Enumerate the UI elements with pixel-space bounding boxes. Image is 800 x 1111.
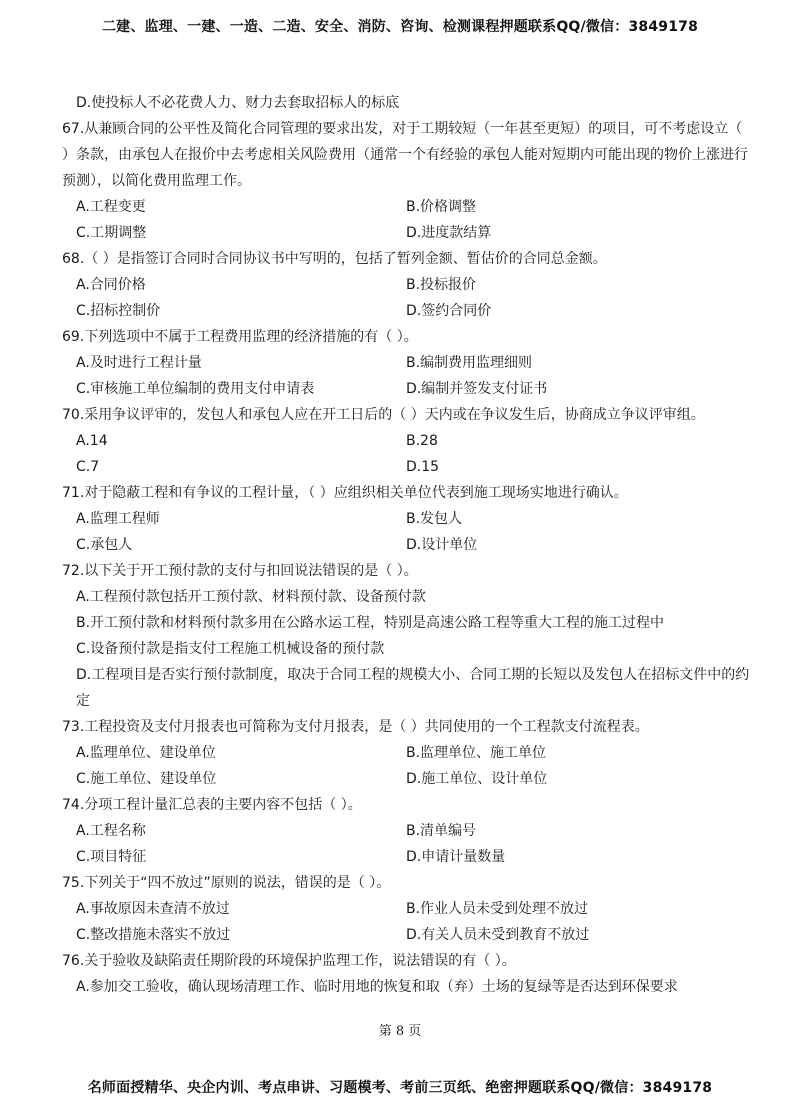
option: D.编制并签发支付证书 (406, 381, 548, 397)
question-stem: 69.下列选项中不属于工程费用监理的经济措施的有（ ）。 (62, 329, 418, 345)
option: B.投标报价 (406, 277, 477, 293)
option: B.28 (406, 433, 438, 449)
question-list (62, 90, 752, 1000)
question-stem: 75.下列关于“四不放过”原则的说法，错误的是（ ）。 (62, 875, 391, 891)
option: C.招标控制价 (76, 303, 161, 319)
question-stem: 70.采用争议评审的，发包人和承包人应在开工日后的（ ）天内或在争议发生后，协商成立争议评审组。 (62, 407, 705, 423)
option: B.发包人 (406, 511, 463, 527)
option: D.有关人员未受到教育不放过 (406, 927, 590, 943)
option-row (62, 844, 752, 870)
header-banner: 二建、监理、一建、一造、二造、安全、消防、咨询、检测课程押题联系QQ/微信：3849178 (101, 19, 699, 35)
option-row (62, 896, 752, 922)
option: A.事故原因未查清不放过 (76, 901, 230, 917)
option: B.监理单位、施工单位 (406, 745, 547, 761)
option: C.工期调整 (76, 225, 147, 241)
question-stem: 73.工程投资及支付月报表也可简称为支付月报表，是（ ）共同使用的一个工程款支付流程表。 (62, 719, 649, 735)
option-row (62, 818, 752, 844)
option: A.参加交工验收，确认现场清理工作、临时用地的恢复和取（弃）土场的复绿等是否达到环保要求 (76, 979, 678, 995)
option-row (62, 194, 752, 220)
option-row (62, 454, 752, 480)
question-stem: 71.对于隐蔽工程和有争议的工程计量，（ ）应组织相关单位代表到施工现场实地进行确认。 (62, 485, 628, 501)
option-row (62, 376, 752, 402)
option: D.签约合同价 (406, 303, 492, 319)
option: B.清单编号 (406, 823, 477, 839)
option: C.审核施工单位编制的费用支付申请表 (76, 381, 315, 397)
option: D.施工单位、设计单位 (406, 771, 548, 787)
question-stem: 76.关于验收及缺陷责任期阶段的环境保护监理工作，说法错误的有（ ）。 (62, 953, 516, 969)
option: B.作业人员未受到处理不放过 (406, 901, 589, 917)
option: A.工程预付款包括开工预付款、材料预付款、设备预付款 (76, 589, 426, 605)
option: D.15 (406, 459, 440, 475)
footer-banner: 名师面授精华、央企内训、考点串讲、习题模考、考前三页纸、绝密押题联系QQ/微信：3849178 (87, 1080, 713, 1096)
option: C.整改措施未落实不放过 (76, 927, 231, 943)
question-stem: 68.（ ）是指签订合同时合同协议书中写明的，包括了暂列金额、暂估价的合同总金额。 (62, 251, 607, 267)
option-row (62, 922, 752, 948)
option: D.申请计量数量 (406, 849, 506, 865)
option: B.开工预付款和材料预付款多用在公路水运工程，特别是高速公路工程等重大工程的施工过程中 (76, 615, 665, 631)
option: A.合同价格 (76, 277, 146, 293)
option: D.进度款结算 (406, 225, 492, 241)
option: C.施工单位、建设单位 (76, 771, 217, 787)
option: A.14 (76, 433, 108, 449)
question-stem: 72.以下关于开工预付款的支付与扣回说法错误的是（ ）。 (62, 563, 418, 579)
option: C.7 (76, 459, 100, 475)
option: D.工程项目是否实行预付款制度，取决于合同工程的规模大小、合同工期的长短以及发包人在招标文件中的约定 (76, 667, 750, 709)
option: C.设备预付款是指支付工程施工机械设备的预付款 (76, 641, 385, 657)
option: A.工程名称 (76, 823, 146, 839)
option: A.工程变更 (76, 199, 146, 215)
option-row (62, 766, 752, 792)
option: A.及时进行工程计量 (76, 355, 202, 371)
option: C.项目特征 (76, 849, 147, 865)
option-row (62, 506, 752, 532)
question-stem: 67.从兼顾合同的公平性及简化合同管理的要求出发，对于工期较短（一年甚至更短）的项目，可不考虑设立（ ）条款，由承包人在报价中去考虑相关风险费用（通常一个有经验的承包人能对短期内可能出现的物价上涨进行预测），以简化费用监理工作。 (62, 121, 748, 189)
option: A.监理单位、建设单位 (76, 745, 216, 761)
option-row (62, 532, 752, 558)
option-row (62, 220, 752, 246)
option-row (62, 298, 752, 324)
option: B.编制费用监理细则 (406, 355, 533, 371)
question-stem: 74.分项工程计量汇总表的主要内容不包括（ ）。 (62, 797, 362, 813)
option: D.设计单位 (406, 537, 478, 553)
option: A.监理工程师 (76, 511, 160, 527)
option: B.价格调整 (406, 199, 477, 215)
option-row (62, 272, 752, 298)
option: C.承包人 (76, 537, 133, 553)
continuation-option: D.使投标人不必花费人力、财力去套取招标人的标底 (76, 95, 400, 111)
option-row (62, 350, 752, 376)
option-row (62, 428, 752, 454)
page-number: 第 8 页 (378, 1024, 422, 1039)
option-row (62, 740, 752, 766)
